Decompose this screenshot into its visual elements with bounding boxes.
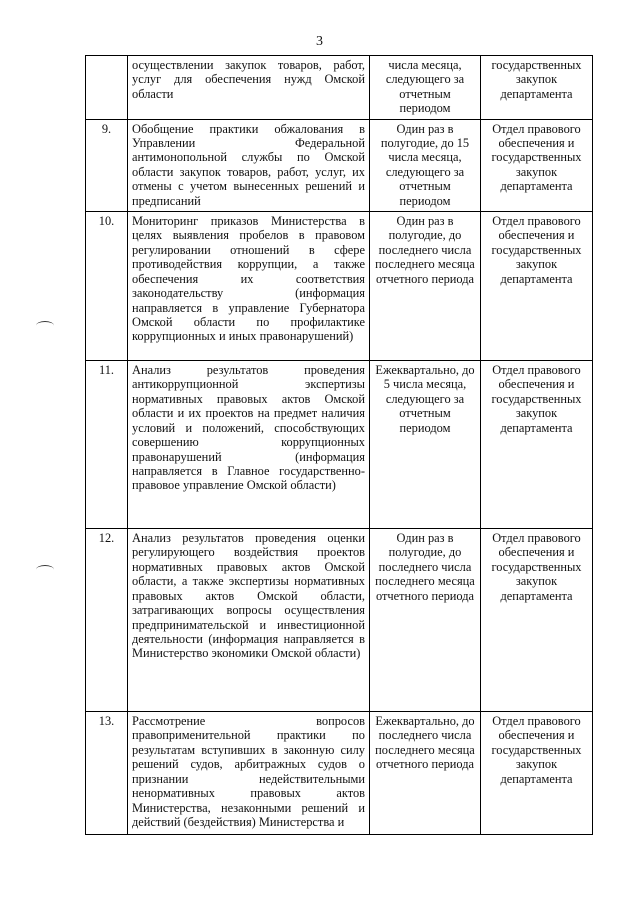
measure-term: Один раз в полугодие, до последнего числа последнего месяца отчетного периода [370,212,481,361]
measure-description: Анализ результатов проведения антикоррупционной экспертизы нормативных правовых актов Омской области и их проектов на предмет наличия условий и положений, способствующих совершению коррупционных правонарушений (информация направляется в Главное государственно-правовое управление Омской области) [128,361,370,529]
measure-term: Один раз в полугодие, до 15 числа месяца, следующего за отчетным периодом [370,119,481,211]
measures-table [85,55,593,835]
measure-responsible: Отдел правового обеспечения и государственных закупок департамента [481,361,593,529]
row-number: 12. [86,529,128,712]
page-number: 3 [316,34,323,49]
table-row [86,361,593,529]
measure-responsible: Отдел правового обеспечения и государственных закупок департамента [481,529,593,712]
measure-description: осуществлении закупок товаров, работ, услуг для обеспечения нужд Омской области [128,56,370,120]
row-number: 10. [86,212,128,361]
row-number [86,56,128,120]
table-row [86,529,593,712]
measure-responsible: Отдел правового обеспечения и государственных закупок департамента [481,212,593,361]
measure-responsible: Отдел правового обеспечения и государственных закупок департамента [481,712,593,835]
measure-term: Ежеквартально, до последнего числа последнего месяца отчетного периода [370,712,481,835]
row-number: 13. [86,712,128,835]
measure-description: Анализ результатов проведения оценки регулирующего воздействия проектов нормативных правовых актов Омской области, а также экспертизы нормативных правовых актов Омской области, затрагивающих вопросы осуществления предпринимательской и инвестиционной деятельности (информация направляется в Министерство экономики Омской области) [128,529,370,712]
hole-punch-mark [36,565,54,574]
table-row [86,56,593,120]
table-row [86,119,593,211]
measure-responsible: государственных закупок департамента [481,56,593,120]
row-number: 11. [86,361,128,529]
hole-punch-mark [36,321,54,330]
table-row [86,212,593,361]
measure-term: числа месяца, следующего за отчетным периодом [370,56,481,120]
measure-description: Обобщение практики обжалования в Управлении Федеральной антимонопольной службы по Омской области закупок товаров, работ, услуг, их отмены с учетом вынесенных решений и предписаний [128,119,370,211]
measure-description: Мониторинг приказов Министерства в целях выявления пробелов в правовом регулировании отношений в сфере противодействия коррупции, а также обеспечения их соответствия законодательству (информация направляется в управление Губернатора Омской области по профилактике коррупционных и иных правонарушений) [128,212,370,361]
table-row [86,712,593,835]
measure-term: Ежеквартально, до 5 числа месяца, следующего за отчетным периодом [370,361,481,529]
measure-responsible: Отдел правового обеспечения и государственных закупок департамента [481,119,593,211]
row-number: 9. [86,119,128,211]
measure-term: Один раз в полугодие, до последнего числа последнего месяца отчетного периода [370,529,481,712]
measure-description: Рассмотрение вопросов правоприменительной практики по результатам вступивших в законную силу решений судов, арбитражных судов о признании недействительными ненормативных правовых актов Министерства, незаконными решений и действий (бездействия) Министерства и [128,712,370,835]
